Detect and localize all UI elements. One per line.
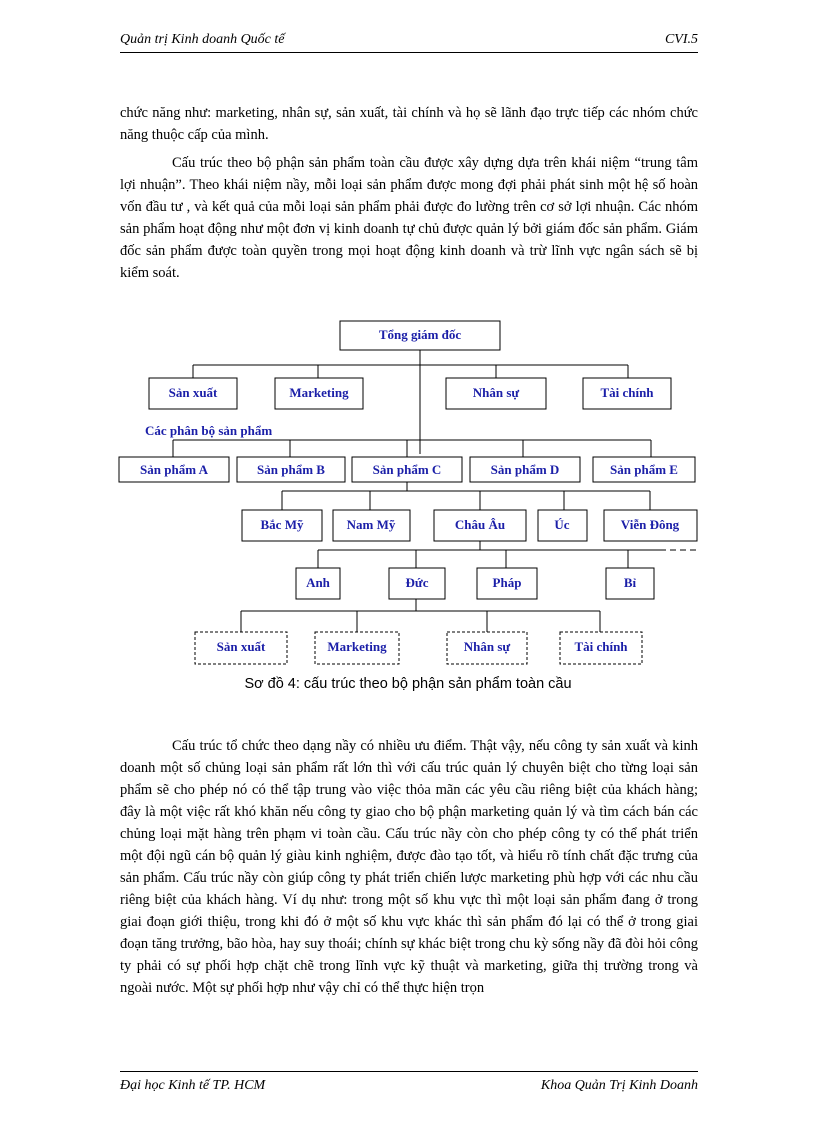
paragraph-3: Cấu trúc tổ chức theo dạng nầy có nhiều ưu điểm. Thật vậy, nếu công ty sản xuất và kinh doanh một số chủng loại sản phẩm rất lớn thì với cấu trúc quản lý chuyên biệt cho từng loại sản phẩm sẽ cho phép nó có thể tập trung vào việc thỏa mãn các yêu cầu riêng biệt của khách hàng; đây là một việc rất khó khăn nếu công ty giao cho bộ phận marketing quản lý và tìm cách bán các chủng loại mặt hàng trên phạm vi toàn cầu. Cấu trúc nầy còn cho phép công ty có thể phát triển một đội ngũ cán bộ quản lý giàu kinh nghiệm, được đào tạo tốt, và hiểu rõ tính chất đặc trưng của sản phẩm. Cấu trúc nầy còn giúp công ty phát triển chiến lược marketing phù hợp với các nhu cầu riêng biệt của khách hàng. Ví dụ như: trong một số khu vực thì một loại sản phẩm đang ở trong giai đoạn giới thiệu, trong khi đó ở một số khu vực khác thì sản phẩm đó lại có thể ở trong giai đoạn tăng trưởng, bão hòa, hay suy thoái; chính sự khác biệt trong chu kỳ sống nầy đã đòi hỏi công ty phải có sự phối hợp chặt chẽ trong lĩnh vực kỹ thuật và marketing, giữa thị trường trong và ngoài nước. Một sự phối hợp như vậy chỉ có thể thực hiện trọn — [120, 738, 698, 996]
label-country-2: Đức — [405, 575, 429, 590]
paragraph-3-block — [120, 735, 698, 999]
paragraph-1-block — [120, 102, 698, 146]
footer-left: Đại học Kinh tế TP. HCM — [120, 1078, 266, 1093]
page-header — [120, 32, 698, 53]
label-region-5: Viễn Đông — [620, 517, 680, 532]
label-region-4: Úc — [554, 517, 570, 532]
label-product-divisions: Các phân bộ sản phẩm — [145, 423, 273, 438]
label-country-3: Pháp — [492, 575, 522, 590]
label-function-3: Nhân sự — [472, 385, 520, 400]
header-right: CVI.5 — [664, 32, 698, 47]
org-chart-diagram — [0, 300, 816, 670]
label-country-function-3: Nhân sự — [463, 639, 511, 654]
label-product-d: Sản phẩm D — [490, 462, 560, 477]
header-left: Quản trị Kinh doanh Quốc tế — [120, 32, 285, 47]
label-ceo: Tổng giám đốc — [378, 327, 462, 342]
label-country-1: Anh — [306, 575, 330, 590]
label-function-2: Marketing — [289, 385, 349, 400]
label-product-e: Sản phẩm E — [610, 462, 678, 477]
label-region-1: Bắc Mỹ — [260, 517, 304, 532]
paragraph-2: Cấu trúc theo bộ phận sản phẩm toàn cầu được xây dựng dựa trên khái niệm “trung tâm lợi nhuận”. Theo khái niệm nầy, mỗi loại sản phẩm được mong đợi phải phát sinh một hệ số hoàn vốn đầu tư , và kết quả của mỗi loại sản phẩm phải được đo lường trên cơ sở lợi nhuận. Các nhóm sản phẩm hoạt động như một đơn vị kinh doanh tự chủ được quản lý bởi giám đốc sản phẩm. Giám đốc sản phẩm được toàn quyền trong mọi hoạt động kinh doanh và trừ lĩnh vực ngân sách sẽ bị kiểm soát. — [120, 155, 698, 281]
label-product-b: Sản phẩm B — [257, 462, 325, 477]
label-country-function-4: Tài chính — [574, 639, 628, 654]
label-country-4: Bỉ — [623, 575, 637, 590]
label-function-1: Sản xuất — [168, 385, 218, 400]
paragraph-2-block — [120, 152, 698, 284]
label-country-function-2: Marketing — [327, 639, 387, 654]
paragraph-1: chức năng như: marketing, nhân sự, sản xuất, tài chính và họ sẽ lãnh đạo trực tiếp các nhóm chức năng thuộc cấp của mình. — [120, 105, 698, 143]
label-region-3: Châu Âu — [454, 517, 506, 532]
label-region-2: Nam Mỹ — [346, 517, 396, 532]
label-function-4: Tài chính — [600, 385, 654, 400]
footer-right: Khoa Quản Trị Kinh Doanh — [540, 1078, 698, 1093]
label-product-a: Sản phẩm A — [140, 462, 208, 477]
label-country-function-1: Sản xuất — [216, 639, 266, 654]
label-product-c: Sản phẩm C — [372, 462, 442, 477]
page-footer — [120, 1071, 698, 1094]
diagram-caption: Sơ đồ 4: cấu trúc theo bộ phận sản phẩm toàn cầu — [244, 676, 572, 692]
